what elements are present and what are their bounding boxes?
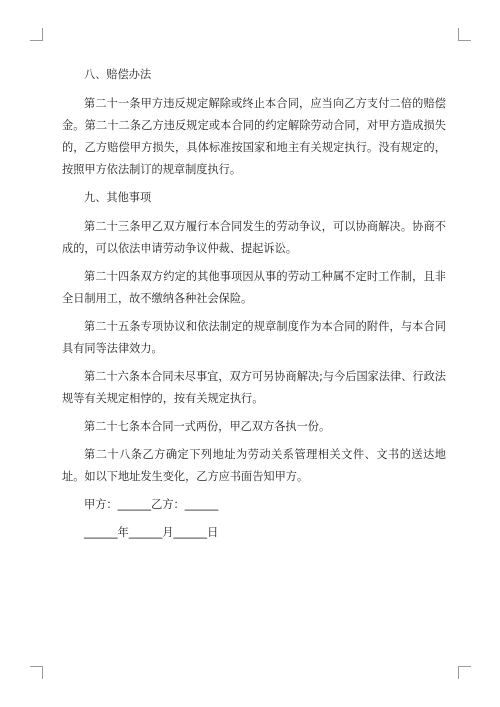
signature-parties-line: 甲方：______乙方：______ bbox=[84, 498, 219, 511]
section-9-heading: 九、其他事项 bbox=[84, 191, 152, 204]
article-24-paragraph: 第二十四条双方约定的其他事项因从事的劳动工种属不定时工作制，且非全日制用工，故不缴纳各种社会保险。 bbox=[62, 270, 446, 305]
signature-date-line: ______年______月______日 bbox=[84, 526, 219, 539]
crop-mark-bottom-left bbox=[30, 666, 43, 679]
article-21-22-paragraph: 第二十一条甲方违反规定解除或终止本合同，应当向乙方支付二倍的赔偿金。第二十二条乙方违反规定或本合同的约定解除劳动合同，对甲方造成损失的，乙方赔偿甲方损失，具体标准按国家和地主有关规定执行。没有规定的，按照甲方依法制订的规章制度执行。 bbox=[62, 97, 446, 176]
article-25-paragraph: 第二十五条专项协议和依法制定的规章制度作为本合同的附件，与本合同具有同等法律效力。 bbox=[62, 320, 446, 355]
section-8-heading: 八、赔偿办法 bbox=[84, 68, 152, 81]
document-body bbox=[62, 64, 446, 550]
article-23-paragraph: 第二十三条甲乙双方履行本合同发生的劳动争议，可以协商解决。协商不成的，可以依法申请劳动争议仲裁、提起诉讼。 bbox=[62, 220, 446, 255]
crop-mark-top-left bbox=[30, 28, 43, 41]
crop-mark-bottom-right bbox=[458, 666, 471, 679]
crop-mark-top-right bbox=[458, 28, 471, 41]
article-28-paragraph: 第二十八条乙方确定下列地址为劳动关系管理相关文件、文书的送达地址。如以下地址发生变化，乙方应书面告知甲方。 bbox=[62, 448, 446, 483]
article-26-paragraph: 第二十六条本合同未尽事宜，双方可另协商解决;与今后国家法律、行政法规等有关规定相悖的，按有关规定执行。 bbox=[62, 370, 446, 405]
article-27-paragraph: 第二十七条本合同一式两份，甲乙双方各执一份。 bbox=[84, 420, 331, 433]
